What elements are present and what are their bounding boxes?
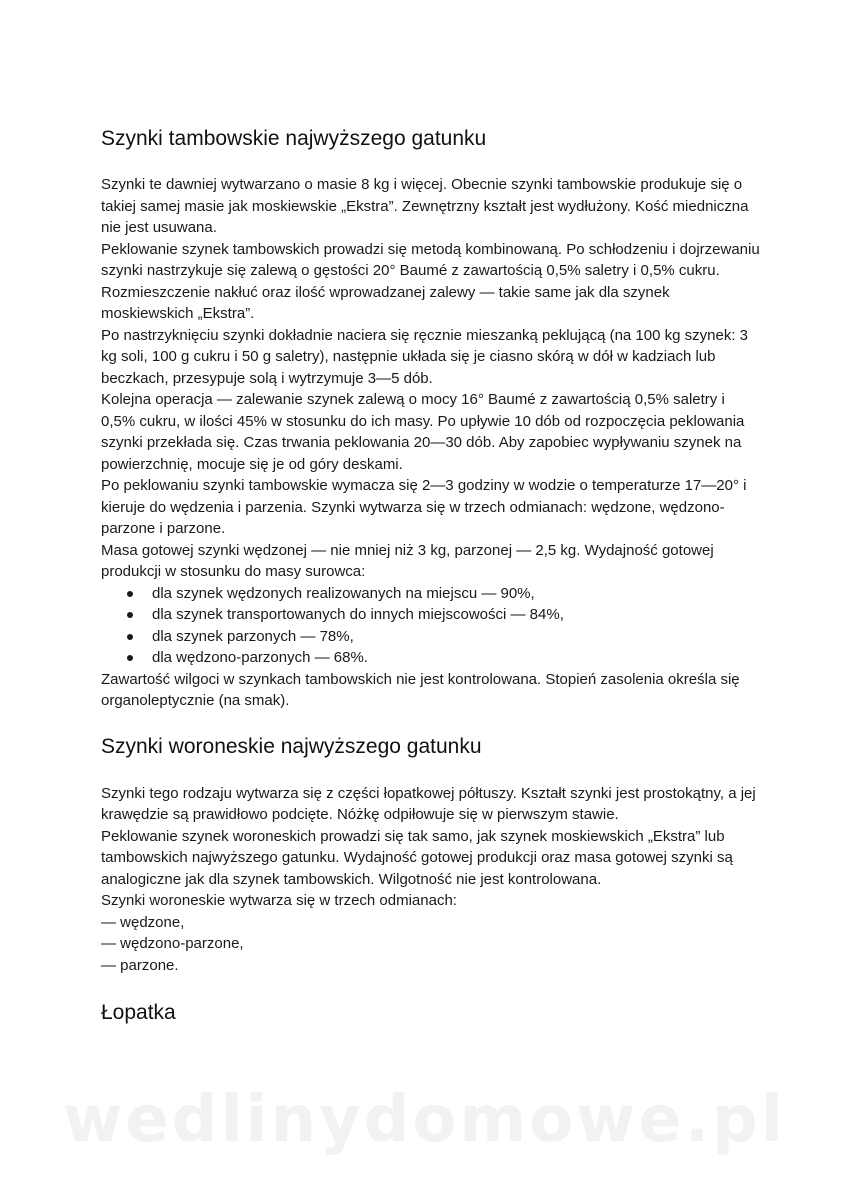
bullet-item: dla szynek wędzonych realizowanych na miejscu — 90%,	[101, 583, 761, 605]
paragraph: Szynki woroneskie wytwarza się w trzech odmianach:	[101, 892, 457, 909]
bullet-item: dla szynek parzonych — 78%,	[101, 626, 761, 648]
dash-list-item: — wędzono-parzone,	[101, 935, 244, 952]
paragraph: Peklowanie szynek woroneskich prowadzi się tak samo, jak szynek moskiewskich „Ekstra” lub tambowskich najwyższego gatunku. Wydajność gotowej produkcji oraz masa gotowej szynki są analogiczne jak dla szynek tambowskich. Wilgotność nie jest kontrolowana.	[101, 827, 733, 888]
dash-list-item: — parzone.	[101, 956, 179, 974]
section-heading-woroneskie: Szynki woroneskie najwyższego gatunku	[101, 734, 482, 758]
bullet-item: dla wędzono-parzonych — 68%.	[101, 647, 761, 669]
bullet-item: dla szynek transportowanych do innych miejscowości — 84%,	[101, 604, 761, 626]
paragraph: Szynki tego rodzaju wytwarza się z części łopatkowej półtuszy. Kształt szynki jest prostokątny, a jej krawędzie są prawidłowo podcięte. Nóżkę odpiłowuje się w pierwszym stawie.	[101, 784, 756, 823]
paragraph: Masa gotowej szynki wędzonej — nie mniej niż 3 kg, parzonej — 2,5 kg. Wydajność gotowej produkcji w stosunku do masy surowca:	[101, 541, 714, 580]
section-heading-lopatka: Łopatka	[101, 1001, 176, 1024]
paragraph: Kolejna operacja — zalewanie szynek zalewą o mocy 16° Baumé z zawartością 0,5% saletry i 0,5% cukru, w ilości 45% w stosunku do ich masy. Po upływie 10 dób od rozpoczęcia peklowania szynki przekłada się. Czas trwania peklowania 20—30 dób. Aby zapobiec wypływaniu szynek na powierzchnię, mocuje się je od góry deskami.	[101, 391, 745, 473]
watermark: wedlinydomowe.pl	[63, 1083, 786, 1157]
document-page	[101, 124, 761, 1028]
yield-bullet-list	[101, 583, 761, 669]
paragraph: Szynki te dawniej wytwarzano o masie 8 kg i więcej. Obecnie szynki tambowskie produkuje się o takiej samej masie jak moskiewskie „Ekstra”. Zewnętrzny kształt jest wydłużony. Kość miedniczna nie jest usuwana.	[101, 176, 749, 236]
paragraph: Po nastrzyknięciu szynki dokładnie naciera się ręcznie mieszanką peklującą (na 100 kg szynek: 3 kg soli, 100 g cukru i 50 g saletry), następnie układa się je ciasno skórą w dół w kadziach lub beczkach, przesypuje solą i wytrzymuje 3—5 dób.	[101, 326, 748, 387]
paragraph: Po peklowaniu szynki tambowskie wymacza się 2—3 godziny w wodzie o temperaturze 17—20° i kieruje do wędzenia i parzenia. Szynki wytwarza się w trzech odmianach: wędzone, wędzono-parzone i parzone.	[101, 477, 747, 537]
dash-list-item: — wędzone,	[101, 913, 185, 931]
paragraph: Peklowanie szynek tambowskich prowadzi się metodą kombinowaną. Po schłodzeniu i dojrzewaniu szynki nastrzykuje się zalewą o gęstości 20° Baumé z zawartością 0,5% saletry i 0,5% cukru. Rozmieszczenie nakłuć oraz ilość wprowadzanej zalewy — takie same jak dla szynek moskiewskich „Ekstra”.	[101, 240, 760, 322]
paragraph: Zawartość wilgoci w szynkach tambowskich nie jest kontrolowana. Stopień zasolenia określa się organoleptycznie (na smak).	[101, 670, 740, 709]
section-heading-tambowskie: Szynki tambowskie najwyższego gatunku	[101, 127, 487, 150]
